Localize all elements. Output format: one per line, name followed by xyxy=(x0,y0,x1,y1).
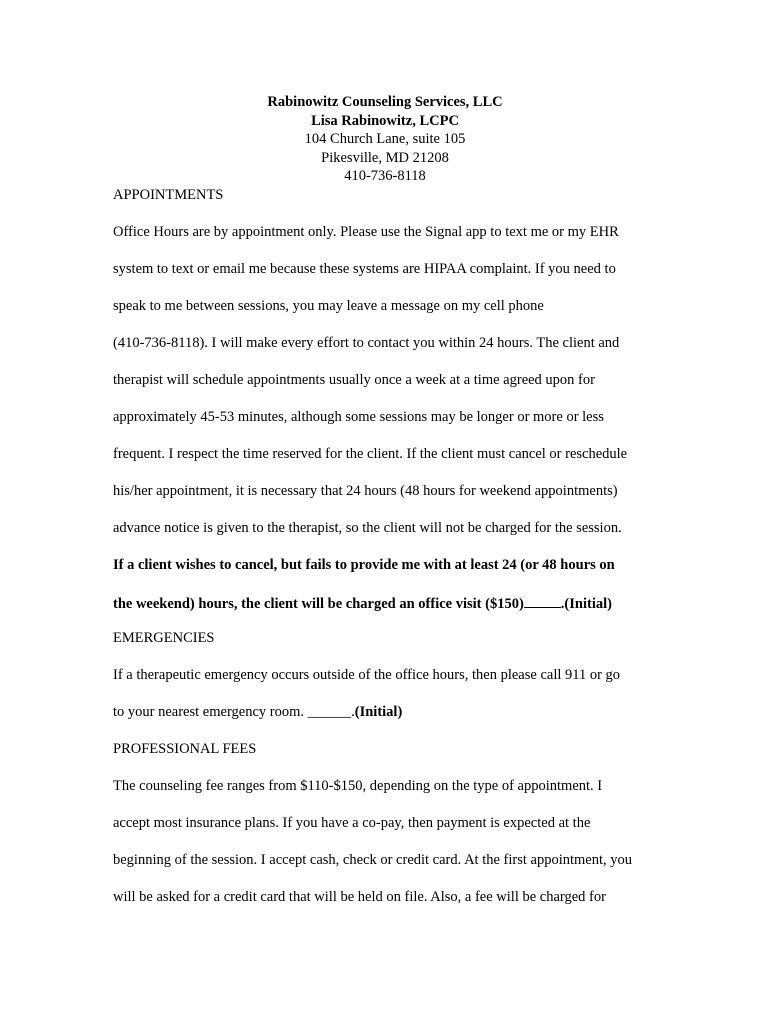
fees-heading: PROFESSIONAL FEES xyxy=(113,741,257,757)
letterhead xyxy=(0,93,770,186)
address-line-1: 104 Church Lane, suite 105 xyxy=(304,131,466,147)
emergencies-text-line: If a therapeutic emergency occurs outside of the office hours, then please call 911 or go xyxy=(113,667,621,683)
cancellation-policy-text: the weekend) hours, the client will be charged an office visit ($150) xyxy=(113,596,524,612)
cancellation-initial-label: .(Initial) xyxy=(560,596,612,612)
appointments-text-line: his/her appointment, it is necessary that 24 hours (48 hours for weekend appointments) xyxy=(113,483,618,499)
company-name: Rabinowitz Counseling Services, LLC xyxy=(267,94,503,110)
phone-number: 410-736-8118 xyxy=(344,168,426,184)
appointments-text-line: (410-736-8118). I will make every effort to contact you within 24 hours. The client and xyxy=(113,335,620,351)
appointments-text-line: system to text or email me because these systems are HIPAA complaint. If you need to xyxy=(113,261,616,277)
emergencies-heading: EMERGENCIES xyxy=(113,630,215,646)
cancellation-policy-initial-line xyxy=(113,593,612,613)
therapist-name: Lisa Rabinowitz, LCPC xyxy=(311,112,459,129)
fees-text-line: will be asked for a credit card that will be held on file. Also, a fee will be charged for xyxy=(113,889,606,905)
fees-text-line: beginning of the session. I accept cash, check or credit card. At the first appointment, you xyxy=(113,852,633,868)
cancellation-policy-line: If a client wishes to cancel, but fails to provide me with at least 24 (or 48 hours on xyxy=(113,557,615,573)
address-line-2: Pikesville, MD 21208 xyxy=(321,149,449,166)
emergencies-initial-label: (Initial) xyxy=(354,704,403,720)
appointments-text-line: advance notice is given to the therapist, so the client will not be charged for the session. xyxy=(113,520,622,536)
emergencies-initial-line xyxy=(113,703,402,721)
fees-text-line: accept most insurance plans. If you have a co-pay, then payment is expected at the xyxy=(113,815,591,831)
appointments-heading: APPOINTMENTS xyxy=(113,187,224,203)
appointments-text-line: frequent. I respect the time reserved for the client. If the client must cancel or reschedule xyxy=(113,446,628,462)
fees-text-line: The counseling fee ranges from $110-$150, depending on the type of appointment. I xyxy=(113,778,603,794)
appointments-text-line: approximately 45-53 minutes, although some sessions may be longer or more or less xyxy=(113,409,604,425)
appointments-text-line: speak to me between sessions, you may leave a message on my cell phone xyxy=(113,298,544,314)
appointments-text-line: therapist will schedule appointments usually once a week at a time agreed upon for xyxy=(113,372,595,388)
appointments-text-line: Office Hours are by appointment only. Please use the Signal app to text me or my EHR xyxy=(113,224,619,240)
emergencies-text: to your nearest emergency room. ______. xyxy=(113,704,355,720)
cancellation-initial-blank[interactable] xyxy=(524,593,561,608)
